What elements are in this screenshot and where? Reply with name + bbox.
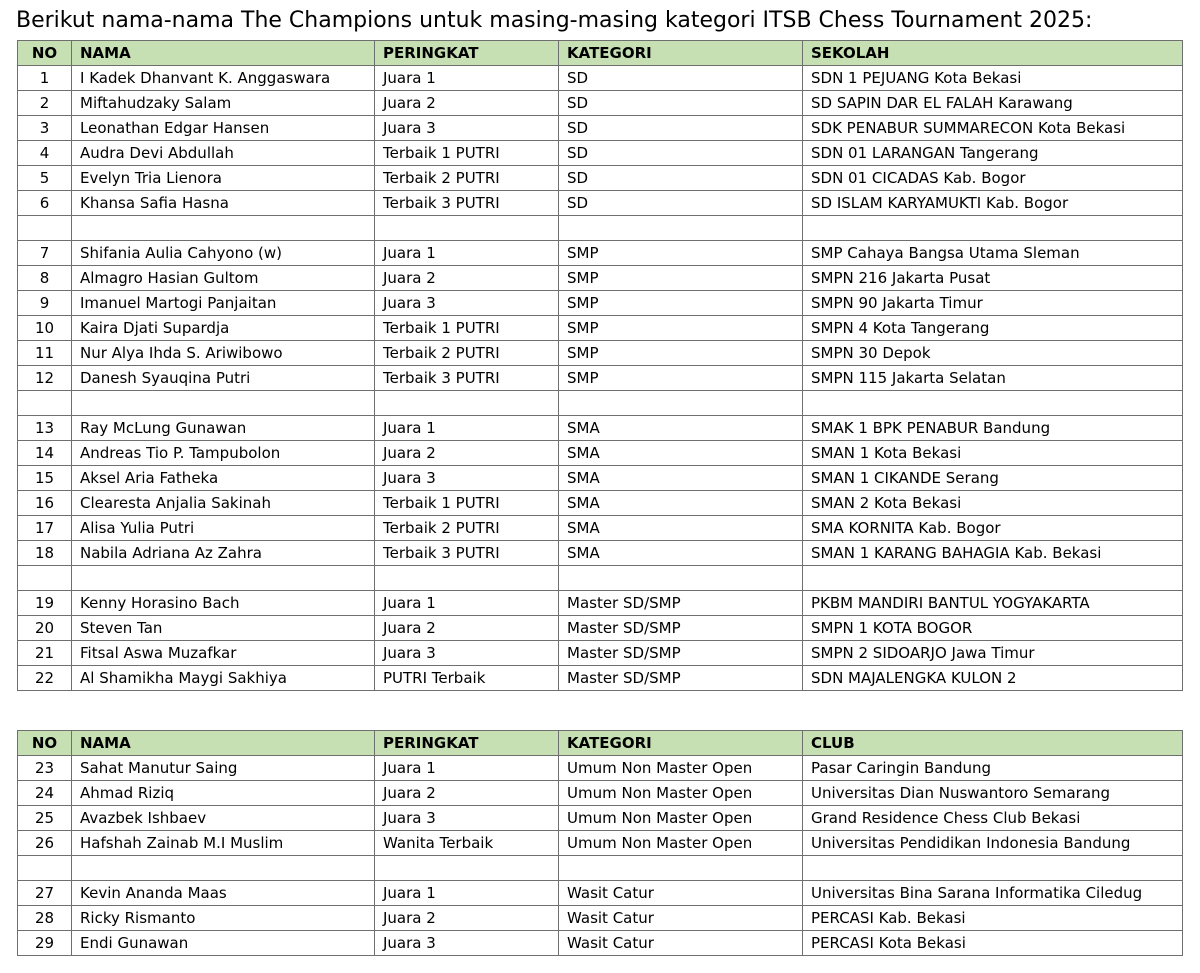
header-kategori: KATEGORI <box>559 41 803 66</box>
cell-peringkat: Juara 2 <box>375 906 559 931</box>
cell-nama: Andreas Tio P. Tampubolon <box>72 441 375 466</box>
cell-no: 25 <box>18 806 72 831</box>
cell-peringkat: Juara 3 <box>375 116 559 141</box>
table-row <box>18 191 1183 216</box>
table-row <box>18 541 1183 566</box>
table-row <box>18 366 1183 391</box>
cell-peringkat: Juara 3 <box>375 806 559 831</box>
header-no: NO <box>18 41 72 66</box>
cell-nama: Steven Tan <box>72 616 375 641</box>
cell-no: 22 <box>18 666 72 691</box>
spacer-row <box>18 216 1183 241</box>
cell-peringkat: Terbaik 1 PUTRI <box>375 141 559 166</box>
cell-sekolah: SMAN 1 CIKANDE Serang <box>803 466 1183 491</box>
header-sekolah: SEKOLAH <box>803 41 1183 66</box>
cell-kategori: SMA <box>559 491 803 516</box>
cell-kategori: Wasit Catur <box>559 906 803 931</box>
cell-nama: Hafshah Zainab M.I Muslim <box>72 831 375 856</box>
cell-no: 9 <box>18 291 72 316</box>
cell-kategori: SD <box>559 66 803 91</box>
cell-nama: Evelyn Tria Lienora <box>72 166 375 191</box>
cell-nama: Ricky Rismanto <box>72 906 375 931</box>
cell-nama: I Kadek Dhanvant K. Anggaswara <box>72 66 375 91</box>
cell-peringkat: Juara 2 <box>375 616 559 641</box>
table-row <box>18 591 1183 616</box>
table-row <box>18 666 1183 691</box>
table-row <box>18 316 1183 341</box>
cell-no: 6 <box>18 191 72 216</box>
cell-no: 24 <box>18 781 72 806</box>
cell-sekolah: SDK PENABUR SUMMARECON Kota Bekasi <box>803 116 1183 141</box>
cell-peringkat: Wanita Terbaik <box>375 831 559 856</box>
empty-cell <box>803 391 1183 416</box>
empty-cell <box>559 216 803 241</box>
empty-cell <box>803 566 1183 591</box>
cell-no: 27 <box>18 881 72 906</box>
empty-cell <box>559 856 803 881</box>
table-row <box>18 881 1183 906</box>
cell-kategori: SMA <box>559 441 803 466</box>
cell-no: 3 <box>18 116 72 141</box>
cell-sekolah: SMA KORNITA Kab. Bogor <box>803 516 1183 541</box>
cell-kategori: SMA <box>559 516 803 541</box>
cell-peringkat: Terbaik 2 PUTRI <box>375 166 559 191</box>
cell-peringkat: Juara 2 <box>375 781 559 806</box>
cell-club: Grand Residence Chess Club Bekasi <box>803 806 1183 831</box>
cell-peringkat: Juara 1 <box>375 241 559 266</box>
cell-nama: Almagro Hasian Gultom <box>72 266 375 291</box>
cell-peringkat: Juara 1 <box>375 66 559 91</box>
table-row <box>18 906 1183 931</box>
cell-sekolah: SDN 01 LARANGAN Tangerang <box>803 141 1183 166</box>
header-kategori: KATEGORI <box>559 731 803 756</box>
table-row <box>18 466 1183 491</box>
cell-kategori: Master SD/SMP <box>559 616 803 641</box>
cell-club: PERCASI Kota Bekasi <box>803 931 1183 956</box>
cell-kategori: SMP <box>559 266 803 291</box>
cell-sekolah: SMAK 1 BPK PENABUR Bandung <box>803 416 1183 441</box>
cell-no: 16 <box>18 491 72 516</box>
table-row <box>18 441 1183 466</box>
header-nama: NAMA <box>72 731 375 756</box>
cell-peringkat: Juara 2 <box>375 91 559 116</box>
table-row <box>18 756 1183 781</box>
cell-kategori: Umum Non Master Open <box>559 781 803 806</box>
cell-no: 21 <box>18 641 72 666</box>
cell-peringkat: Juara 3 <box>375 931 559 956</box>
empty-cell <box>72 566 375 591</box>
cell-peringkat: Juara 3 <box>375 641 559 666</box>
cell-kategori: Umum Non Master Open <box>559 806 803 831</box>
cell-nama: Aksel Aria Fatheka <box>72 466 375 491</box>
cell-peringkat: Juara 1 <box>375 756 559 781</box>
empty-cell <box>72 856 375 881</box>
cell-no: 1 <box>18 66 72 91</box>
cell-nama: Kenny Horasino Bach <box>72 591 375 616</box>
cell-peringkat: Terbaik 3 PUTRI <box>375 366 559 391</box>
cell-no: 4 <box>18 141 72 166</box>
champions-club-table <box>17 730 1183 956</box>
cell-peringkat: Juara 1 <box>375 416 559 441</box>
table-row <box>18 116 1183 141</box>
cell-club: Universitas Bina Sarana Informatika Ciledug <box>803 881 1183 906</box>
cell-club: Universitas Dian Nuswantoro Semarang <box>803 781 1183 806</box>
cell-nama: Khansa Safia Hasna <box>72 191 375 216</box>
cell-nama: Ahmad Riziq <box>72 781 375 806</box>
cell-kategori: SMP <box>559 366 803 391</box>
cell-peringkat: Juara 1 <box>375 591 559 616</box>
empty-cell <box>559 566 803 591</box>
cell-nama: Miftahudzaky Salam <box>72 91 375 116</box>
cell-sekolah: SMPN 90 Jakarta Timur <box>803 291 1183 316</box>
empty-cell <box>72 216 375 241</box>
cell-peringkat: Juara 1 <box>375 881 559 906</box>
cell-no: 14 <box>18 441 72 466</box>
cell-sekolah: SD SAPIN DAR EL FALAH Karawang <box>803 91 1183 116</box>
cell-sekolah: SMPN 1 KOTA BOGOR <box>803 616 1183 641</box>
cell-sekolah: SMPN 216 Jakarta Pusat <box>803 266 1183 291</box>
cell-kategori: SMA <box>559 466 803 491</box>
header-peringkat: PERINGKAT <box>375 41 559 66</box>
cell-no: 2 <box>18 91 72 116</box>
cell-kategori: Master SD/SMP <box>559 666 803 691</box>
table-row <box>18 416 1183 441</box>
cell-nama: Alisa Yulia Putri <box>72 516 375 541</box>
cell-kategori: Umum Non Master Open <box>559 756 803 781</box>
header-club: CLUB <box>803 731 1183 756</box>
header-peringkat: PERINGKAT <box>375 731 559 756</box>
table-row <box>18 291 1183 316</box>
table-row <box>18 516 1183 541</box>
table-row <box>18 831 1183 856</box>
cell-peringkat: Terbaik 2 PUTRI <box>375 516 559 541</box>
cell-peringkat: PUTRI Terbaik <box>375 666 559 691</box>
cell-sekolah: SMPN 2 SIDOARJO Jawa Timur <box>803 641 1183 666</box>
cell-kategori: SD <box>559 141 803 166</box>
cell-nama: Sahat Manutur Saing <box>72 756 375 781</box>
cell-kategori: Master SD/SMP <box>559 591 803 616</box>
cell-kategori: SMP <box>559 341 803 366</box>
cell-sekolah: SMP Cahaya Bangsa Utama Sleman <box>803 241 1183 266</box>
table-row <box>18 641 1183 666</box>
empty-cell <box>559 391 803 416</box>
cell-no: 7 <box>18 241 72 266</box>
cell-kategori: SMP <box>559 291 803 316</box>
empty-cell <box>803 216 1183 241</box>
cell-no: 12 <box>18 366 72 391</box>
cell-peringkat: Terbaik 1 PUTRI <box>375 491 559 516</box>
cell-kategori: SMP <box>559 316 803 341</box>
table-row <box>18 266 1183 291</box>
cell-nama: Fitsal Aswa Muzafkar <box>72 641 375 666</box>
table-row <box>18 66 1183 91</box>
cell-peringkat: Terbaik 2 PUTRI <box>375 341 559 366</box>
cell-no: 11 <box>18 341 72 366</box>
cell-sekolah: SMAN 2 Kota Bekasi <box>803 491 1183 516</box>
cell-no: 29 <box>18 931 72 956</box>
empty-cell <box>18 566 72 591</box>
table-row <box>18 91 1183 116</box>
cell-kategori: Wasit Catur <box>559 881 803 906</box>
cell-nama: Danesh Syauqina Putri <box>72 366 375 391</box>
cell-sekolah: SMPN 4 Kota Tangerang <box>803 316 1183 341</box>
empty-cell <box>375 856 559 881</box>
cell-peringkat: Terbaik 1 PUTRI <box>375 316 559 341</box>
cell-no: 26 <box>18 831 72 856</box>
cell-nama: Shifania Aulia Cahyono (w) <box>72 241 375 266</box>
cell-peringkat: Terbaik 3 PUTRI <box>375 191 559 216</box>
cell-kategori: SD <box>559 116 803 141</box>
empty-cell <box>375 566 559 591</box>
cell-club: PERCASI Kab. Bekasi <box>803 906 1183 931</box>
cell-kategori: SD <box>559 91 803 116</box>
cell-peringkat: Juara 2 <box>375 266 559 291</box>
cell-nama: Endi Gunawan <box>72 931 375 956</box>
cell-no: 17 <box>18 516 72 541</box>
cell-peringkat: Terbaik 3 PUTRI <box>375 541 559 566</box>
cell-kategori: SD <box>559 166 803 191</box>
spacer-row <box>18 856 1183 881</box>
empty-cell <box>72 391 375 416</box>
cell-no: 20 <box>18 616 72 641</box>
cell-no: 13 <box>18 416 72 441</box>
cell-peringkat: Juara 3 <box>375 466 559 491</box>
cell-no: 5 <box>18 166 72 191</box>
cell-no: 28 <box>18 906 72 931</box>
champions-school-table <box>17 40 1183 691</box>
cell-no: 8 <box>18 266 72 291</box>
spacer-row <box>18 566 1183 591</box>
cell-no: 10 <box>18 316 72 341</box>
cell-sekolah: SDN 1 PEJUANG Kota Bekasi <box>803 66 1183 91</box>
cell-sekolah: SDN 01 CICADAS Kab. Bogor <box>803 166 1183 191</box>
table-row <box>18 781 1183 806</box>
cell-peringkat: Juara 3 <box>375 291 559 316</box>
cell-no: 19 <box>18 591 72 616</box>
cell-nama: Nabila Adriana Az Zahra <box>72 541 375 566</box>
cell-kategori: SMP <box>559 241 803 266</box>
cell-kategori: SD <box>559 191 803 216</box>
table-row <box>18 806 1183 831</box>
cell-nama: Imanuel Martogi Panjaitan <box>72 291 375 316</box>
cell-nama: Nur Alya Ihda S. Ariwibowo <box>72 341 375 366</box>
header-no: NO <box>18 731 72 756</box>
cell-sekolah: SMAN 1 Kota Bekasi <box>803 441 1183 466</box>
cell-sekolah: SMPN 30 Depok <box>803 341 1183 366</box>
table-row <box>18 141 1183 166</box>
table-row <box>18 616 1183 641</box>
cell-peringkat: Juara 2 <box>375 441 559 466</box>
cell-no: 15 <box>18 466 72 491</box>
empty-cell <box>375 216 559 241</box>
table-row <box>18 341 1183 366</box>
cell-sekolah: SMPN 115 Jakarta Selatan <box>803 366 1183 391</box>
cell-no: 18 <box>18 541 72 566</box>
cell-sekolah: SD ISLAM KARYAMUKTI Kab. Bogor <box>803 191 1183 216</box>
cell-kategori: Master SD/SMP <box>559 641 803 666</box>
cell-kategori: SMA <box>559 416 803 441</box>
cell-club: Universitas Pendidikan Indonesia Bandung <box>803 831 1183 856</box>
cell-nama: Al Shamikha Maygi Sakhiya <box>72 666 375 691</box>
header-nama: NAMA <box>72 41 375 66</box>
cell-nama: Leonathan Edgar Hansen <box>72 116 375 141</box>
table-header-row <box>18 731 1183 756</box>
table-header-row <box>18 41 1183 66</box>
cell-club: Pasar Caringin Bandung <box>803 756 1183 781</box>
cell-nama: Audra Devi Abdullah <box>72 141 375 166</box>
cell-sekolah: PKBM MANDIRI BANTUL YOGYAKARTA <box>803 591 1183 616</box>
page-title: Berikut nama-nama The Champions untuk masing-masing kategori ITSB Chess Tournament 2025: <box>16 8 1093 33</box>
cell-kategori: Umum Non Master Open <box>559 831 803 856</box>
table-row <box>18 241 1183 266</box>
empty-cell <box>18 391 72 416</box>
cell-sekolah: SMAN 1 KARANG BAHAGIA Kab. Bekasi <box>803 541 1183 566</box>
empty-cell <box>18 216 72 241</box>
cell-nama: Clearesta Anjalia Sakinah <box>72 491 375 516</box>
cell-nama: Ray McLung Gunawan <box>72 416 375 441</box>
empty-cell <box>18 856 72 881</box>
cell-kategori: SMA <box>559 541 803 566</box>
cell-nama: Avazbek Ishbaev <box>72 806 375 831</box>
cell-sekolah: SDN MAJALENGKA KULON 2 <box>803 666 1183 691</box>
spacer-row <box>18 391 1183 416</box>
cell-kategori: Wasit Catur <box>559 931 803 956</box>
table-row <box>18 166 1183 191</box>
cell-no: 23 <box>18 756 72 781</box>
table-row <box>18 491 1183 516</box>
cell-nama: Kevin Ananda Maas <box>72 881 375 906</box>
table-row <box>18 931 1183 956</box>
empty-cell <box>803 856 1183 881</box>
empty-cell <box>375 391 559 416</box>
cell-nama: Kaira Djati Supardja <box>72 316 375 341</box>
